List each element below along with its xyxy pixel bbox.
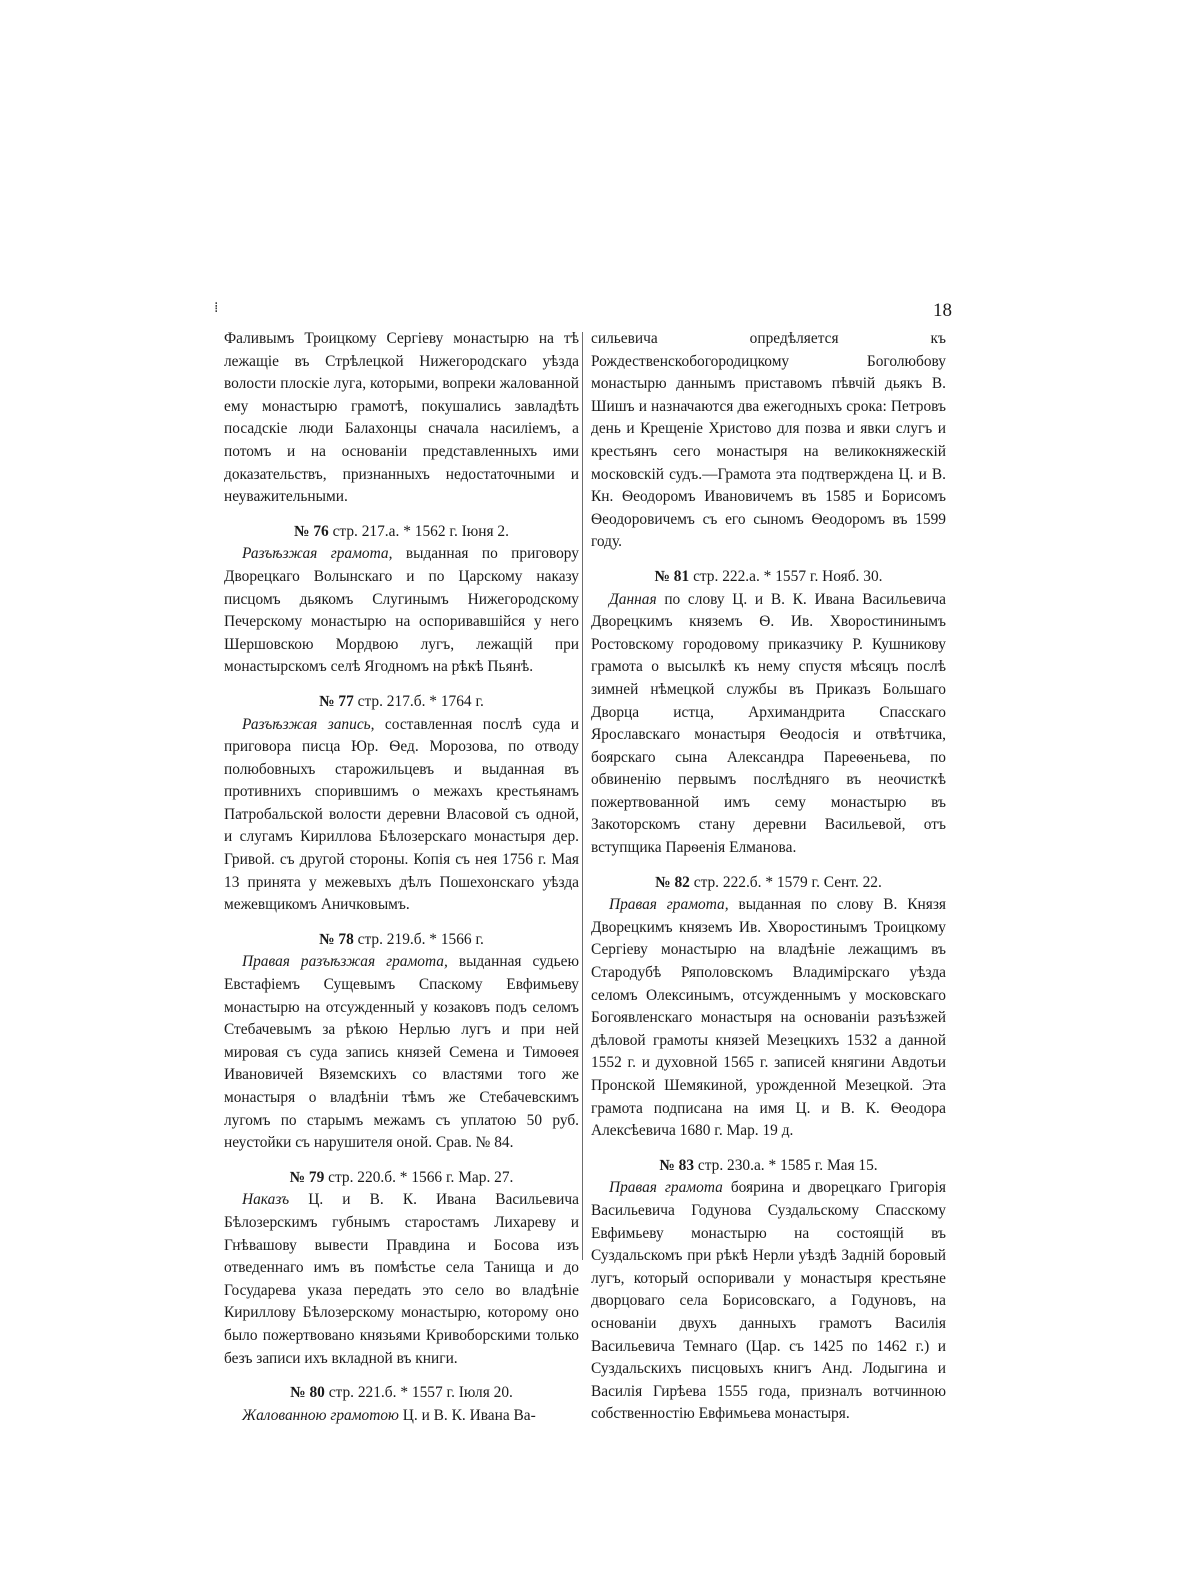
column-divider	[582, 332, 583, 1260]
entry	[224, 1382, 579, 1427]
entry-title: Разъѣзжая грамота,	[242, 545, 393, 563]
entry-date: 1764 г.	[440, 692, 484, 710]
entry-number: № 77	[319, 692, 354, 710]
scan-mark-icon: ⁞	[214, 300, 219, 316]
entry-page-ref: стр. 221.б.	[328, 1384, 397, 1402]
entry-body	[591, 894, 946, 1143]
entry-title: Разъѣзжая запись,	[242, 715, 375, 733]
entry-star: *	[429, 692, 437, 710]
entry	[591, 872, 946, 1143]
entry-body	[224, 714, 579, 917]
entry-title: Наказъ	[242, 1191, 290, 1209]
page-number: 18	[933, 300, 952, 321]
entry-body	[224, 543, 579, 679]
entry-text: Ц. и В. К. Ивана Ва-	[402, 1406, 536, 1424]
entry	[224, 929, 579, 1155]
entry-date: 1562 г. Іюня 2.	[414, 522, 509, 540]
entry-title: Жалованною грамотою	[242, 1406, 399, 1424]
entry-heading	[224, 691, 579, 714]
entry	[224, 1167, 579, 1370]
entry-number: № 80	[290, 1384, 325, 1402]
entry-text: по слову Ц. и В. К. Ивана Васильевича Дворецкимъ княземъ Ѳ. Ив. Хворостининымъ Ростовскому городовому приказчику Р. Кушникову грамота о высылкѣ къ нему спустя мѣсяцъ послѣ зимней нѣмецкой службы въ Приказъ Большаго Дворца истца, Архимандрита Спасскаго Ярославскаго монастыря Ѳеодосія и отвѣтчика, боярскаго сына Александра Пареѳеньева, по обвиненію первымъ послѣдняго въ неочисткѣ пожертвованной имъ сему монастырю въ Закоторскомъ стану деревни Васильевой, отъ вступщика Парѳенія Елманова.	[591, 590, 946, 857]
entry-page-ref: стр. 217.а.	[332, 522, 400, 540]
entry-number: № 82	[655, 873, 690, 891]
right-column	[591, 328, 946, 1426]
entry-star: *	[403, 522, 411, 540]
entry-heading	[591, 566, 946, 589]
entry-page-ref: стр. 222.а.	[693, 567, 760, 585]
entry-star: *	[765, 873, 774, 891]
entry-star: *	[763, 567, 772, 585]
entry-title: Данная	[609, 590, 657, 608]
entry-date: 1557 г. Нояб. 30.	[775, 567, 883, 585]
entry-text: боярина и дворецкаго Григорія Васильевича Годунова Суздальскому Спасскому Евфимьеву монастырю на состоящій въ Суздальскомъ при рѣкѣ Нерли уѣздѣ Заднiй боровый лугъ, который оспоривали у монастыря крестьяне дворцоваго села Борисовскаго, а Годуновъ, на основаніи двухъ данныхъ грамотъ Василія Васильевича Темнаго (Цар. съ 1425 по 1462 г.) и Суздальскихъ писцовыхъ книгъ Анд. Лодыгина и Василія Гирѣева 1555 года, призналъ вотчинною собственностію Евфимьева монастыря.	[591, 1179, 946, 1423]
entry-date: 1579 г. Сент. 22.	[776, 873, 882, 891]
entry	[591, 566, 946, 860]
entry-body	[591, 1177, 946, 1426]
entry	[224, 691, 579, 917]
entry-page-ref: стр. 220.б.	[328, 1168, 396, 1186]
entry	[224, 521, 579, 679]
entry-heading	[591, 1155, 946, 1178]
right-continuation-text: сильевича опредѣляется къ Рождественскобогородицкому Боголюбову монастырю даннымъ приставомъ пѣвчій дьякъ В. Шишъ и назначаются два ежегодныхъ срока: Петровъ день и Крещеніе Христово для позва и явки слугъ и крестьянъ сего монастыря на великокняжескій московскій судъ.—Грамота эта подтверждена Ц. и В. Кн. Ѳеодоромъ Ивановичемъ въ 1585 и Борисомъ Ѳеодоровичемъ съ его сыномъ Ѳеодоромъ въ 1599 году.	[591, 330, 946, 551]
left-column	[224, 328, 579, 1427]
left-continuation-text: Фаливымъ Троицкому Сергіеву монастырю на тѣ лежащіе въ Стрѣлецкой Нижегородскаго уѣзда волости плоскіе луга, которыми, вопреки жалованной ему монастырю грамотѣ, покушались завладѣть посадскіе люди Балахонцы сначала насиліемъ, а потомъ и на основаніи представленныхъ ими доказательствъ, признанныхъ недостаточными и неуважительными.	[224, 330, 579, 506]
entry-page-ref: стр. 219.б.	[357, 930, 426, 948]
entry-heading	[591, 872, 946, 895]
entry-page-ref: стр. 222.б.	[693, 873, 762, 891]
entry-body	[224, 1405, 579, 1428]
entry-number: № 79	[289, 1168, 325, 1186]
entry-title: Правая грамота,	[609, 896, 729, 914]
entry-text: выданная судьею Евстафіемъ Сущевымъ Спаскому Евфимьеву монастырю на отсужденный у козаковъ подъ селомъ Стебачевымъ за рѣкою Нерлью лугъ и при ней мировая съ суда запись князей Семена и Тимоѳея Ивановичей Вяземскихъ со властями того же монастыря о владѣніи тѣмъ же Стебачевскимъ лугомъ по старымъ межамъ съ уплатою 50 руб. неустойки съ нарушителя оной. Срав. № 84.	[224, 953, 579, 1152]
entry-heading	[224, 521, 579, 544]
entry-date: 1557 г. Іюля 20.	[411, 1384, 513, 1402]
entry-body	[591, 589, 946, 860]
entry-text: выданная по слову В. Князя Дворецкимъ княземъ Ив. Хворостинымъ Троицкому Сергіеву монастырю на владѣніе лежащимъ въ Стародубѣ Ряполовскомъ Владимірскаго уѣзда селомъ Олексинымъ, отсужденнымъ у московскаго Богоявленскаго монастыря на основаніи разъѣзжей дѣловой грамоты князей Мезецкихъ 1532 а данной 1552 г. и духовной 1565 г. записей княгини Авдотьи Пронской Шемякиной, урожденной Мезецкой. Эта грамота подписана на имя Ц. и В. К. Ѳеодора Алексѣевича 1680 г. Мар. 19 д.	[591, 896, 946, 1140]
entry-page-ref: стр. 230.а.	[697, 1156, 765, 1174]
entry-star: *	[429, 930, 437, 948]
entry-star: *	[400, 1384, 409, 1402]
entry-number: № 81	[654, 567, 690, 585]
entry	[591, 1155, 946, 1426]
entry-title: Правая разъѣзжая грамота,	[242, 953, 448, 971]
entry-date: 1566 г. Мар. 27.	[411, 1168, 514, 1186]
entry-number: № 78	[319, 930, 354, 948]
entry-text: составленная послѣ суда и приговора писца Юр. Ѳед. Морозова, по отводу полюбовныхъ старожильцевъ и выданная въ противнихъ спорившимъ о межахъ крестьянамъ Патробальской волости деревни Власовой съ одной, и слугамъ Кириллова Бѣлозерскаго монастыря дер. Гривой. съ другой стороны. Копія съ нея 1756 г. Мая 13 принята у межевыхъ дѣлъ Пошехонскаго уѣзда межевщикомъ Аничковымъ.	[224, 715, 579, 914]
entry-title: Правая грамота	[609, 1179, 723, 1197]
entry-page-ref: стр. 217.б.	[357, 692, 426, 710]
entry-heading	[224, 929, 579, 952]
entry-number: № 83	[659, 1156, 695, 1174]
entry-date: 1566 г.	[440, 930, 484, 948]
entry-text: выданная по приговору Дворецкаго Волынскаго и по Царскому наказу писцомъ дьякомъ Слугинымъ Нижегородскому Печерскому монастырю на оспоривавшійся у него Шершовскою Мордвою лугъ, лежащій при монастырскомъ селѣ Ягодномъ на рѣкѣ Пьянѣ.	[224, 545, 579, 676]
entry-heading	[224, 1382, 579, 1405]
entry-number: № 76	[294, 522, 329, 540]
entry-text: Ц. и В. К. Ивана Васильевича Бѣлозерскимъ губнымъ старостамъ Лихареву и Гнѣвашову вывести Правдина и Босова изъ отведеннаго имъ въ помѣстье села Танища и до Государева указа передать это село во владѣніе Кириллову Бѣлозерскому монастырю, которому оно было пожертвовано князьями Кривоборскими только безъ записи ихъ вкладной въ книги.	[224, 1191, 579, 1367]
entry-star: *	[399, 1168, 408, 1186]
entry-star: *	[768, 1156, 777, 1174]
entry-body	[224, 951, 579, 1154]
entry-body	[224, 1189, 579, 1370]
entry-heading	[224, 1167, 579, 1190]
entry-date: 1585 г. Мая 15.	[780, 1156, 878, 1174]
